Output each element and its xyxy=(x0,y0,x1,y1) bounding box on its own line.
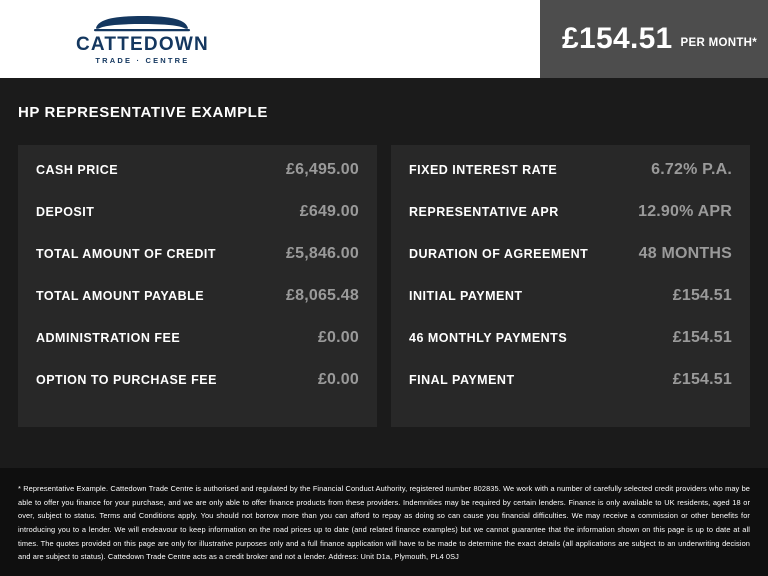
row-value: £154.51 xyxy=(672,287,732,304)
left-finance-panel xyxy=(18,145,377,427)
brand-subtitle: TRADE · CENTRE xyxy=(95,56,190,66)
row-value: £0.00 xyxy=(317,371,359,388)
table-row xyxy=(36,287,359,329)
table-row xyxy=(36,371,359,413)
row-value: 12.90% APR xyxy=(638,203,732,220)
row-value: 6.72% P.A. xyxy=(651,161,732,178)
row-value: £154.51 xyxy=(672,371,732,388)
table-row xyxy=(36,203,359,245)
row-label: TOTAL AMOUNT PAYABLE xyxy=(36,289,205,303)
disclaimer-text: * Representative Example. Cattedown Trade Centre is authorised and regulated by the Financial Conduct Authority, registered number 802835. We work with a number of carefully selected credit providers who may be able to offer you finance for your purchase, and we are only able to offer finance products from these providers. Indemnities may be required by certain lenders. Finance is only available to UK residents, aged 18 or over, subject to status. Terms and Conditions apply. You should not borrow more than you can afford to repay as doing so can cause you financial difficulties. We may receive a commission or other benefits for introducing you to a lender. We will endeavour to keep information on the road prices up to date (and related finance examples) but we cannot guarantee that the information shown on this page is up to date at all times. The quotes provided on this page are only for illustrative purposes only and a full finance application will have to be made to determine the exact details (all applications are subject to an underwriting decision and are subject to status). Cattedown Trade Centre acts as a credit broker and not a lender. Address: Unit D1a, Plymouth, PL4 0SJ xyxy=(0,468,768,576)
table-row xyxy=(409,329,732,371)
row-value: 48 MONTHS xyxy=(638,245,732,262)
table-row xyxy=(36,245,359,287)
row-label: FIXED INTEREST RATE xyxy=(409,163,558,177)
row-label: DURATION OF AGREEMENT xyxy=(409,247,589,261)
row-value: £8,065.48 xyxy=(286,287,359,304)
table-row xyxy=(409,161,732,203)
monthly-price-banner xyxy=(540,0,768,78)
page-header xyxy=(0,0,768,78)
table-row xyxy=(409,371,732,413)
header-logo-area xyxy=(0,0,540,78)
row-label: OPTION TO PURCHASE FEE xyxy=(36,373,217,387)
row-label: ADMINISTRATION FEE xyxy=(36,331,181,345)
row-value: £0.00 xyxy=(317,329,359,346)
row-value: £649.00 xyxy=(299,203,359,220)
table-row xyxy=(409,245,732,287)
page-title: HP REPRESENTATIVE EXAMPLE xyxy=(18,104,269,121)
table-row xyxy=(409,203,732,245)
row-value: £154.51 xyxy=(672,329,732,346)
row-value: £6,495.00 xyxy=(286,161,359,178)
brand-logo xyxy=(76,13,209,65)
row-label: REPRESENTATIVE APR xyxy=(409,205,559,219)
row-label: FINAL PAYMENT xyxy=(409,373,515,387)
table-row xyxy=(409,287,732,329)
right-finance-panel xyxy=(391,145,750,427)
monthly-price: £154.51 xyxy=(562,22,673,55)
row-label: 46 MONTHLY PAYMENTS xyxy=(409,331,568,345)
table-row xyxy=(36,161,359,203)
row-label: CASH PRICE xyxy=(36,163,119,177)
brand-name: CATTEDOWN xyxy=(76,34,209,56)
finance-panels xyxy=(0,121,768,427)
row-value: £5,846.00 xyxy=(286,245,359,262)
per-month-label: PER MONTH* xyxy=(680,37,758,49)
row-label: DEPOSIT xyxy=(36,205,95,219)
car-silhouette-icon xyxy=(90,13,194,33)
table-row xyxy=(36,329,359,371)
row-label: INITIAL PAYMENT xyxy=(409,289,523,303)
row-label: TOTAL AMOUNT OF CREDIT xyxy=(36,247,216,261)
